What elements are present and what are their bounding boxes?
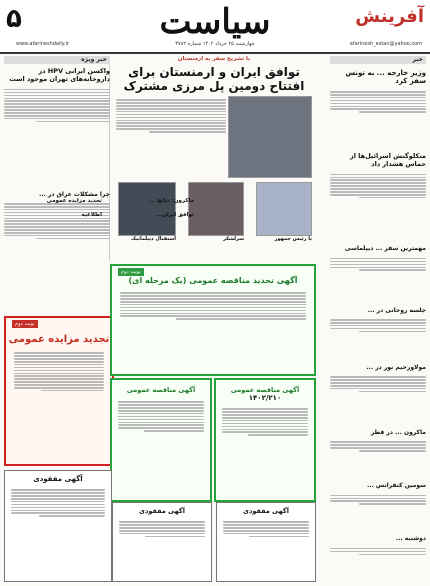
main-story	[109, 56, 318, 261]
left-news-column	[4, 56, 110, 316]
bottom-left-ad	[110, 378, 212, 502]
masthead	[0, 0, 430, 54]
bottom-left-ad-title: آگهی مناقصه عمومی	[126, 386, 196, 394]
green-badge: نوبت دوم	[118, 268, 144, 276]
main-headline: توافق ایران و ارمنستان برای افتتاح دومین پل مرزی مشترک	[123, 64, 305, 93]
red-ad-title: تجدید مزایده عمومی	[8, 334, 110, 345]
left-section-label: خبر ویژه	[4, 56, 110, 64]
red-badge: نوبت دوم	[12, 320, 38, 328]
section-title: سیاست	[159, 2, 271, 42]
photo-row	[117, 182, 312, 260]
right-headline-6: ماکرون ... در قطر	[370, 428, 426, 436]
green-ad-title: آگهی تحدید مناقصه عمومی (یک مرحله ای)	[128, 276, 298, 285]
bottom-right-ad-number: ۱۴۰۲/۲۱۰	[248, 394, 282, 402]
left-headline-4: اطلاعیه	[81, 212, 102, 218]
left-headline-3: تحدید مزایده عمومی	[46, 198, 102, 204]
notice-right-title: آگهی مفقودی	[139, 507, 185, 515]
right-headline-5: مولاورحیم نور در ...	[366, 363, 426, 371]
main-kicker: با تشریح سفر به ارمنستان	[177, 56, 251, 62]
notice-middle-title: آگهی مفقودی	[243, 507, 289, 515]
main-photo	[228, 96, 312, 178]
email-link[interactable]: afarinesh_estan@yahoo.com	[349, 41, 422, 47]
right-headline-8: دوشنبه ...	[395, 535, 426, 543]
bottom-right-ad-title: آگهی مناقصه عمومی	[230, 386, 300, 394]
right-headline-3: مهمترین سفر ... دیپلماسی	[344, 245, 426, 253]
photo-caption-1: با رئیس جمهور	[274, 236, 312, 242]
left-headline-2: چرا مشکلات عراق در ...	[39, 190, 110, 198]
photo-caption-2: سرلشکر	[222, 236, 244, 242]
right-news-column	[330, 56, 426, 584]
brand-logo: آفرینش	[355, 6, 424, 27]
photo-1	[256, 182, 312, 236]
green-tender-ad	[110, 264, 316, 376]
photo-2	[188, 182, 244, 236]
notice-middle	[216, 502, 316, 582]
red-auction-ad	[4, 316, 114, 466]
main-mini-head-3: توافق ایران...	[155, 212, 194, 218]
bottom-right-ad	[214, 378, 316, 502]
right-headline-7: سومین کنفرانس ...	[366, 482, 426, 490]
page-number: ۵	[6, 4, 22, 34]
notice-left	[4, 470, 112, 582]
right-headline-1: وزیر خارجه ... به تونس سفر کرد	[345, 69, 426, 86]
notice-right	[112, 502, 212, 582]
photo-caption-3: استقبال دیپلماتیک	[130, 236, 176, 242]
right-headline-2: متکلوگنش اسرائیل‌ها از حماس هشدار داد	[349, 151, 426, 168]
right-headline-4: جلسه روحانی در ...	[367, 306, 426, 314]
issue-date: چهارشنبه ۲۵ خرداد ۱۴۰۲ شماره ۳۷۸۲	[175, 41, 255, 47]
photo-3	[118, 182, 176, 236]
notice-left-title: آگهی مفقودی	[33, 475, 83, 483]
main-mini-head-2: ماکرون: نتایج ...	[149, 198, 194, 204]
left-headline-1: واکسن ایرانی HPV در داروخانه‌های تهران موجود است	[9, 67, 110, 83]
right-section-label: خبر	[330, 56, 426, 64]
website-link[interactable]: www.afarineshdaily.ir	[16, 41, 70, 47]
